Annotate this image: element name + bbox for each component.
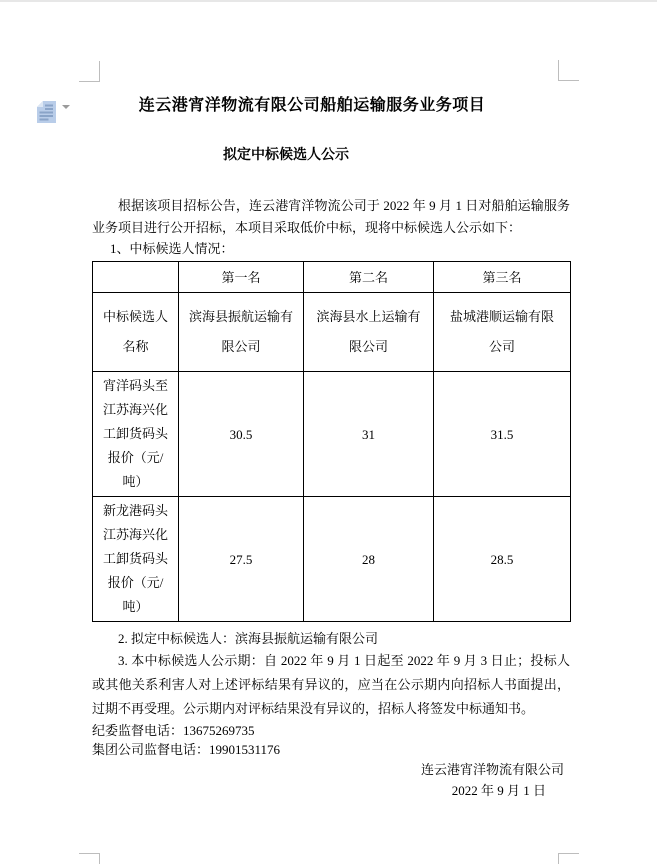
candidate-name-cell: 滨海县振航运输有限公司	[179, 293, 304, 372]
section-1-heading: 1、中标候选人情况：	[110, 241, 234, 256]
price-cell: 28	[304, 497, 434, 622]
price-cell: 30.5	[179, 372, 304, 497]
page-top-edge	[0, 0, 657, 2]
paste-options-button[interactable]	[36, 100, 71, 129]
crop-mark-top-right	[558, 60, 579, 81]
table-corner-cell	[93, 262, 179, 293]
signature-block	[92, 759, 570, 801]
column-header-second-place: 第二名	[304, 262, 434, 293]
supervision-phones	[92, 721, 570, 759]
crop-mark-bottom-right	[558, 853, 579, 864]
signature-company: 连云港宵洋物流有限公司	[420, 762, 564, 777]
candidate-name-cell: 滨海县水上运输有限公司	[304, 293, 434, 372]
table-row-candidate-names	[93, 293, 571, 372]
document-subtitle: 拟定中标候选人公示	[223, 148, 349, 163]
crop-mark-bottom-left	[79, 853, 100, 864]
signature-date: 2022 年 9 月 1 日	[451, 783, 546, 798]
column-header-first-place: 第一名	[179, 262, 304, 293]
table-row-xinlonggang-price	[93, 497, 571, 622]
candidate-name-cell: 盐城港顺运输有限公司	[434, 293, 571, 372]
candidates-table	[92, 261, 571, 622]
row-label-xinlonggang-price: 新龙港码头江苏海兴化工卸货码头报价（元/吨）	[93, 497, 179, 622]
document-icon	[36, 100, 57, 129]
chevron-down-icon[interactable]	[62, 109, 71, 127]
document-title: 连云港宵洋物流有限公司船舶运输服务业务项目	[138, 97, 486, 114]
price-cell: 28.5	[434, 497, 571, 622]
phone-line-discipline: 纪委监督电话：13675269735	[92, 723, 255, 738]
column-header-third-place: 第三名	[434, 262, 571, 293]
section-3-paragraph: 3. 本中标候选人公示期：自 2022 年 9 月 1 日起至 2022 年 9 月 3 日止；投标人或其他关系利害人对上述评标结果有异议的，应当在公示期内向招标人书面提出，过期不再受理。公示期内对评标结果没有异议的，招标人将签发中标通知书。	[92, 653, 570, 716]
section-2-text: 2. 拟定中标候选人：滨海县振航运输有限公司	[118, 631, 379, 646]
phone-line-group: 集团公司监督电话：19901531176	[92, 742, 281, 757]
crop-mark-top-left	[79, 61, 100, 82]
price-cell: 31.5	[434, 372, 571, 497]
row-label-xiaoyang-price: 宵洋码头至江苏海兴化工卸货码头报价（元/吨）	[93, 372, 179, 497]
row-label-candidate-name: 中标候选人名称	[93, 293, 179, 372]
intro-paragraph: 根据该项目招标公告，连云港宵洋物流公司于 2022 年 9 月 1 日对船舶运输服务业务项目进行公开招标，本项目采取低价中标，现将中标候选人公示如下：	[92, 198, 570, 235]
price-cell: 31	[304, 372, 434, 497]
table-header-row	[93, 262, 571, 293]
price-cell: 27.5	[179, 497, 304, 622]
document-content	[92, 81, 570, 801]
table-row-xiaoyang-price	[93, 372, 571, 497]
